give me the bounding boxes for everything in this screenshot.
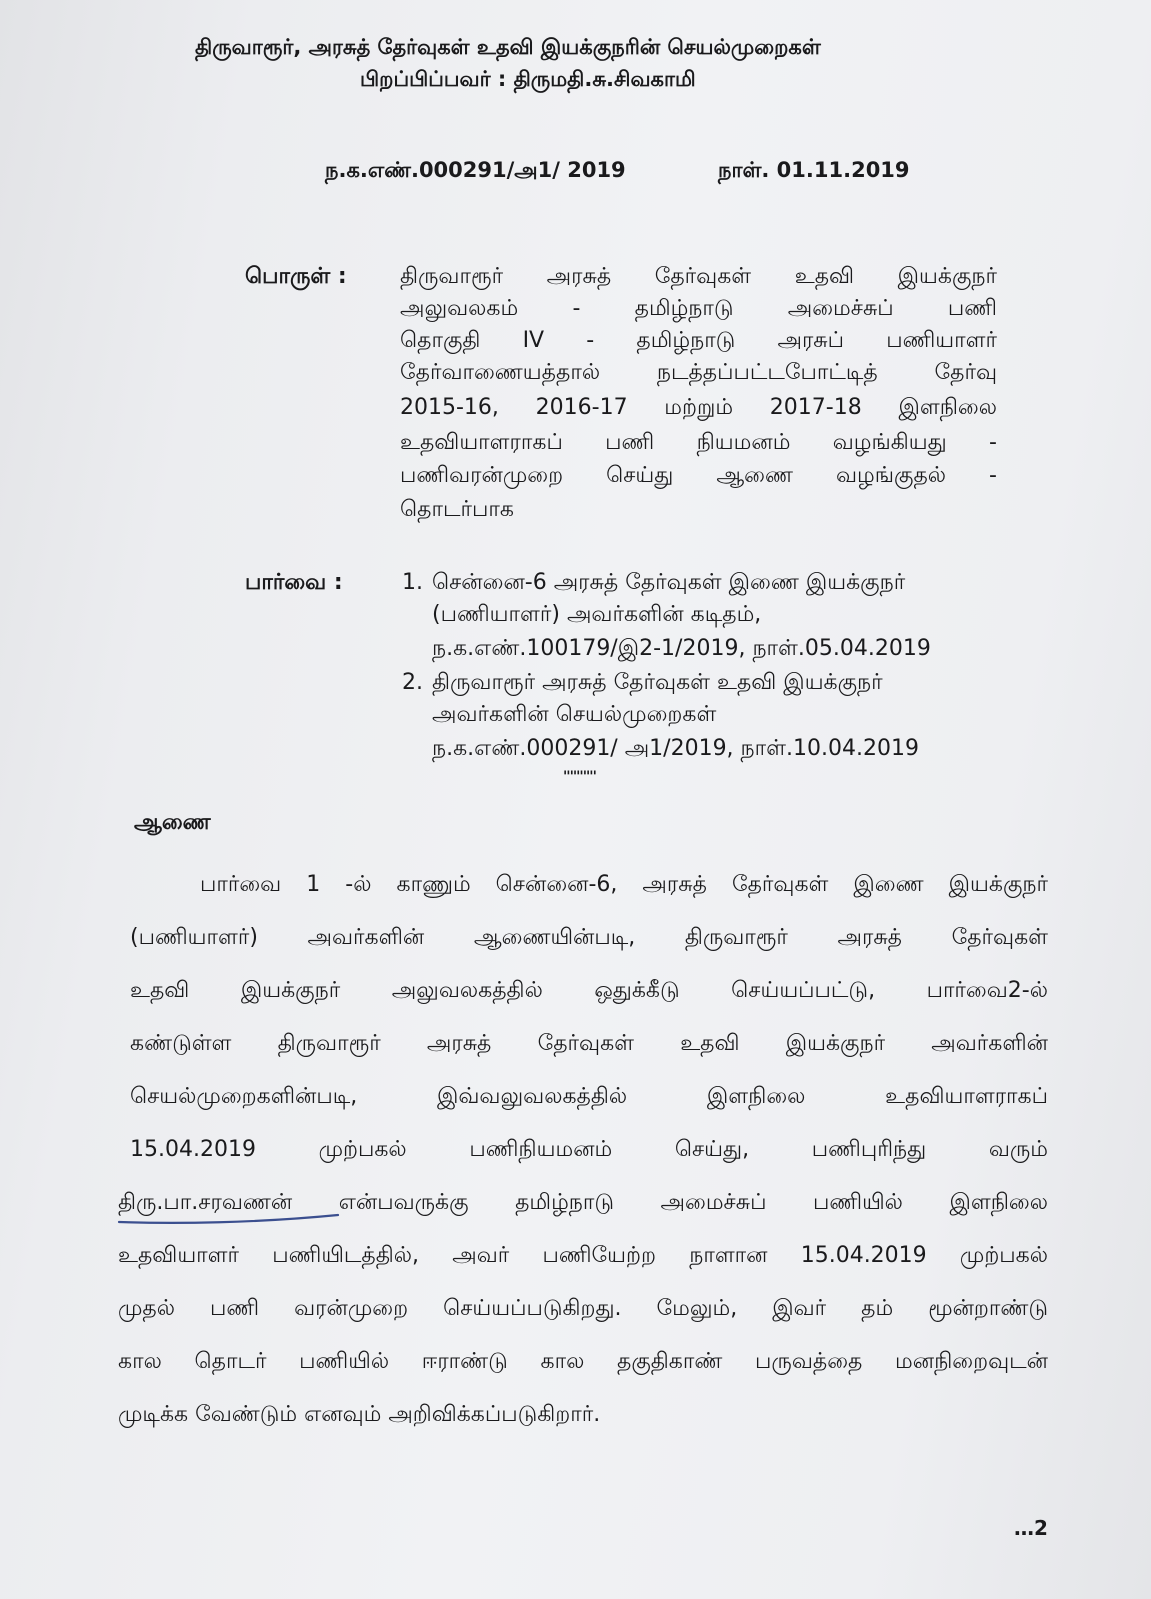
reference-date: நாள். 01.11.2019 (718, 158, 910, 182)
reference-item-line: (பணியாளர்) அவர்களின் கடிதம், (432, 602, 762, 627)
order-line: திரு.பா.சரவணன் என்பவருக்கு தமிழ்நாடு அமைச்சுப் பணியில் இளநிலை (118, 1190, 1048, 1215)
reference-item-line: அவர்களின் செயல்முறைகள் (432, 702, 717, 727)
reference-item-line: ந.க.எண்.100179/இ2-1/2019, நாள்.05.04.2019 (432, 636, 931, 661)
reference-item-number: 1. (402, 570, 423, 595)
subject-line: உதவியாளராகப் பணி நியமனம் வழங்கியது - (400, 430, 997, 455)
order-line: உதவி இயக்குநர் அலுவலகத்தில் ஒதுக்கீடு செய்யப்பட்டு, பார்வை2-ல் (130, 978, 1048, 1003)
order-heading: ஆணை (134, 810, 211, 835)
page-marker: …2 (1014, 1516, 1048, 1540)
reference-list-label: பார்வை : (245, 570, 343, 595)
reference-item-line: ந.க.எண்.000291/ அ1/2019, நாள்.10.04.2019 (432, 736, 919, 761)
subject-line: அலுவலகம் - தமிழ்நாடு அமைச்சுப் பணி (400, 296, 997, 321)
order-line: பார்வை 1 -ல் காணும் சென்னை-6, அரசுத் தேர்வுகள் இணை இயக்குநர் (200, 872, 1048, 897)
order-line: முடிக்க வேண்டும் எனவும் அறிவிக்கப்படுகிறார். (118, 1402, 601, 1427)
subject-line: திருவாரூர் அரசுத் தேர்வுகள் உதவி இயக்குநர் (400, 264, 997, 289)
reference-item-line: சென்னை-6 அரசுத் தேர்வுகள் இணை இயக்குநர் (432, 570, 906, 595)
pen-underline (116, 1212, 342, 1226)
reference-number: ந.க.எண்.000291/அ1/ 2019 (325, 158, 626, 182)
subject-line: 2015-16, 2016-17 மற்றும் 2017-18 இளநிலை (400, 395, 997, 420)
subject-line: தொகுதி IV - தமிழ்நாடு அரசுப் பணியாளர் (400, 328, 997, 353)
reference-list-separator: '''''''''' (563, 769, 596, 785)
subject-label: பொருள் : (245, 264, 347, 289)
order-line: உதவியாளர் பணியிடத்தில், அவர் பணியேற்ற நாளான 15.04.2019 முற்பகல் (118, 1243, 1048, 1268)
subject-line: தொடர்பாக (400, 497, 514, 522)
subject-line: தேர்வாணையத்தால் நடத்தப்பட்டபோட்டித் தேர்வு (400, 360, 997, 385)
reference-item-line: திருவாரூர் அரசுத் தேர்வுகள் உதவி இயக்குநர் (432, 670, 883, 695)
header-title: திருவாரூர், அரசுத் தேர்வுகள் உதவி இயக்குநரின் செயல்முறைகள் (195, 35, 821, 59)
order-line: கால தொடர் பணியில் ஈராண்டு கால தகுதிகாண் பருவத்தை மனநிறைவுடன் (118, 1349, 1048, 1374)
subject-line: பணிவரன்முறை செய்து ஆணை வழங்குதல் - (400, 463, 997, 488)
header-issuer: பிறப்பிப்பவர் : திருமதி.சு.சிவகாமி (360, 67, 696, 91)
order-line: (பணியாளர்) அவர்களின் ஆணையின்படி, திருவாரூர் அரசுத் தேர்வுகள் (130, 925, 1048, 950)
order-line: கண்டுள்ள திருவாரூர் அரசுத் தேர்வுகள் உதவி இயக்குநர் அவர்களின் (130, 1031, 1048, 1056)
order-line: செயல்முறைகளின்படி, இவ்வலுவலகத்தில் இளநிலை உதவியாளராகப் (130, 1084, 1048, 1109)
order-line: 15.04.2019 முற்பகல் பணிநியமனம் செய்து, பணிபுரிந்து வரும் (130, 1137, 1048, 1162)
reference-item-number: 2. (402, 670, 423, 695)
order-line: முதல் பணி வரன்முறை செய்யப்படுகிறது. மேலும், இவர் தம் மூன்றாண்டு (118, 1296, 1048, 1321)
